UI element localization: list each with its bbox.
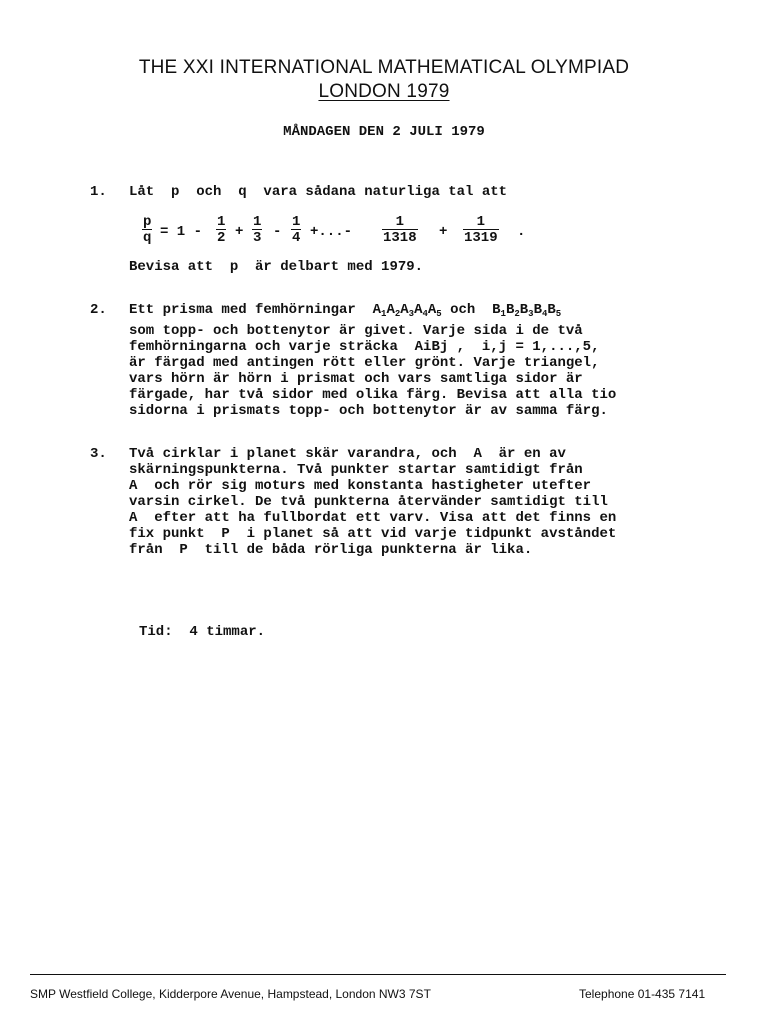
formula-plus: +: [235, 224, 244, 240]
formula-minus: -: [273, 224, 282, 240]
fraction-one-half: $\frac{1}{2}$: [217, 214, 226, 246]
problem-2-line-6: färgade, har två sidor med olika färg. Bevisa att alla tio: [129, 387, 617, 403]
problem-2-line-2: som topp- och bottenytor är givet. Varje sida i de två: [129, 323, 583, 339]
fraction-one-quarter: $\frac{1}{4}$: [292, 214, 301, 246]
fraction-p-over-q: $\frac{p}{q}$: [143, 214, 152, 246]
footer-address: SMP Westfield College, Kidderpore Avenue, Hampstead, London NW3 7ST: [30, 987, 431, 1001]
footer-divider: [30, 974, 726, 975]
fraction-one-third: $\frac{1}{3}$: [253, 214, 262, 246]
problem-3-line-4: varsin cirkel. De två punkterna återvänder samtidigt till: [129, 494, 608, 510]
exam-date: MÅNDAGEN DEN 2 JULI 1979: [283, 124, 485, 140]
problem-1-number: 1.: [90, 184, 107, 200]
problem-3-line-6: fix punkt P i planet så att vid varje tidpunkt avståndet: [129, 526, 617, 542]
problem-2-number: 2.: [90, 302, 107, 318]
problem-1-conclusion: Bevisa att p är delbart med 1979.: [129, 259, 424, 275]
problem-3-line-7: från P till de båda rörliga punkterna är lika.: [129, 542, 533, 558]
problem-3-line-5: A efter att ha fullbordat ett varv. Visa att det finns en: [129, 510, 617, 526]
problem-3-line-3: A och rör sig moturs med konstanta hastigheter utefter: [129, 478, 592, 494]
problem-3-line-1: Två cirklar i planet skär varandra, och A är en av: [129, 446, 566, 462]
olympiad-location-text: LONDON 1979: [318, 81, 450, 102]
problem-3-line-2: skärningspunkterna. Två punkter startar samtidigt från: [129, 462, 583, 478]
exam-duration: Tid: 4 timmar.: [139, 624, 266, 640]
problem-1-intro: Låt p och q vara sådana naturliga tal att: [129, 184, 508, 200]
formula-dots: +...-: [310, 224, 353, 240]
formula-plus-2: +: [439, 224, 448, 240]
problem-2-line-5: vars hörn är hörn i prismat och vars samtliga sidor är: [129, 371, 583, 387]
footer-phone: Telephone 01-435 7141: [579, 987, 706, 1001]
olympiad-location: [0, 81, 768, 103]
problem-2-line-4: är färgad med antingen rött eller grönt. Varje triangel,: [129, 355, 600, 371]
formula-equals: = 1 -: [160, 224, 203, 240]
olympiad-title: THE XXI INTERNATIONAL MATHEMATICAL OLYMPIAD: [138, 57, 630, 78]
formula-period: .: [517, 224, 526, 240]
problem-2-line-1: Ett prisma med femhörningar $A_1A_2A_3A_4A_5$ och $B_1B_2B_3B_4B_5$: [129, 302, 562, 319]
problem-2-line-7: sidorna i prismats topp- och bottenytor är av samma färg.: [129, 403, 608, 419]
fraction-one-over-1318: $\frac{1}{1318}$: [383, 214, 417, 246]
problem-2-line-3: femhörningarna och varje sträcka AiBj , i,j = 1,...,5,: [129, 339, 600, 355]
fraction-one-over-1319: $\frac{1}{1319}$: [464, 214, 498, 246]
problem-3-number: 3.: [90, 446, 107, 462]
